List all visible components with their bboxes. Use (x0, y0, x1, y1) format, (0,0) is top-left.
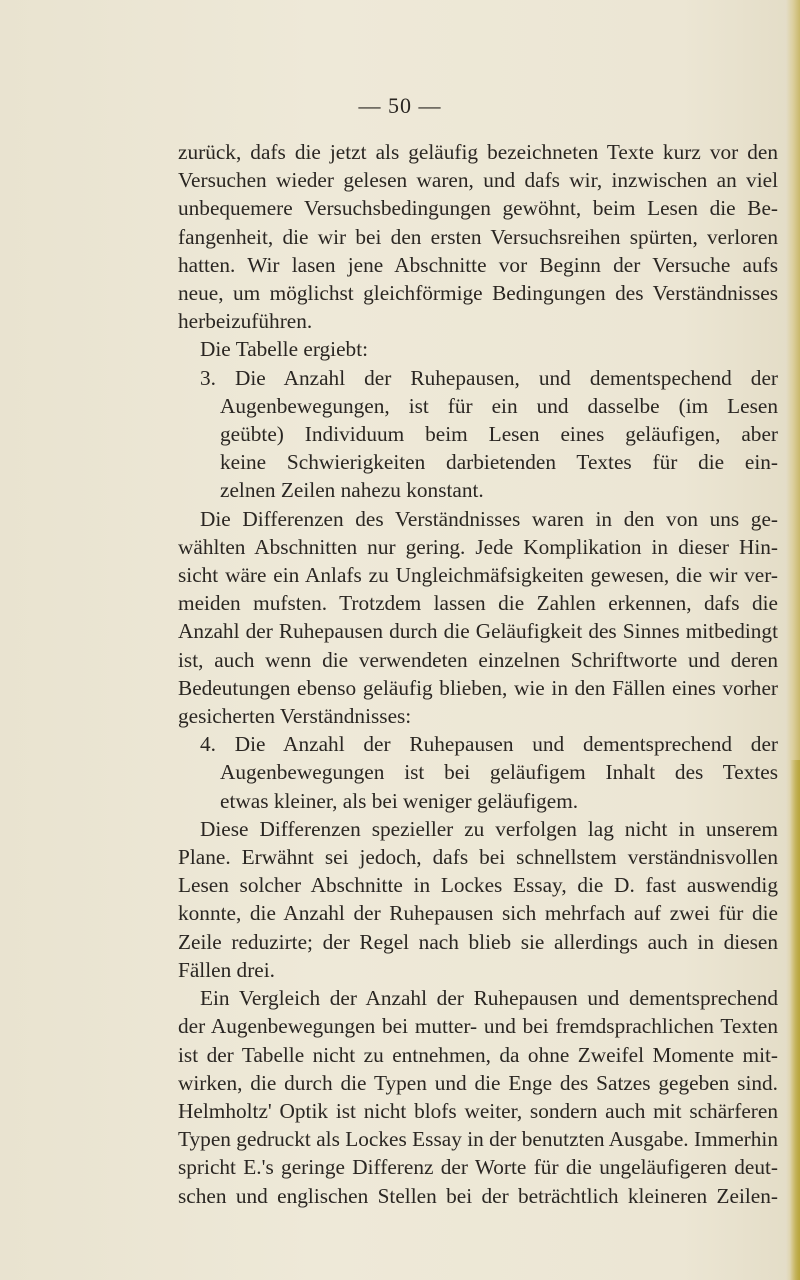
text-line: der Augenbewegungen bei mutter- und bei fremdsprachlichen Texten (178, 1014, 778, 1039)
text-line: Die Differenzen des Verständnisses waren in den von uns ge- (200, 506, 778, 531)
text-line: Die Tabelle ergiebt: (200, 337, 369, 362)
text-line: wirken, die durch die Typen und die Enge des Satzes gegeben sind. (178, 1070, 778, 1095)
text-line: Fällen drei. (178, 957, 275, 982)
text-line: meiden mufsten. Trotzdem lassen die Zahlen erkennen, dafs die (178, 591, 778, 616)
page-edge-discoloration (790, 760, 800, 1280)
text-line: Ein Vergleich der Anzahl der Ruhepausen und dementsprechend (200, 986, 778, 1011)
text-line: hatten. Wir lasen jene Abschnitte vor Beginn der Versuche aufs (178, 252, 778, 277)
body-text (178, 138, 778, 1210)
text-line: Anzahl der Ruhepausen durch die Geläufigkeit des Sinnes mitbedingt (178, 619, 778, 644)
page-number: — 50 — (358, 93, 442, 118)
text-line: fangenheit, die wir bei den ersten Versuchsreihen spürten, verloren (178, 224, 778, 249)
text-line: zelnen Zeilen nahezu konstant. (220, 478, 484, 503)
text-line: herbeizuführen. (178, 309, 313, 334)
text-line: Lesen solcher Abschnitte in Lockes Essay, die D. fast auswendig (178, 873, 778, 898)
text-line: ist, auch wenn die verwendeten einzelnen Schriftworte und deren (178, 647, 778, 672)
text-line: gesicherten Verständnisses: (178, 704, 412, 729)
text-line: 4. Die Anzahl der Ruhepausen und dementsprechend der (200, 732, 778, 757)
text-line: Bedeutungen ebenso geläufig blieben, wie in den Fällen eines vorher (178, 675, 778, 700)
text-line: ist der Tabelle nicht zu entnehmen, da ohne Zweifel Momente mit- (178, 1042, 778, 1067)
text-line: wählten Abschnitten nur gering. Jede Komplikation in dieser Hin- (178, 534, 778, 559)
text-line: Diese Differenzen spezieller zu verfolgen lag nicht in unserem (200, 816, 778, 841)
text-line: konnte, die Anzahl der Ruhepausen sich mehrfach auf zwei für die (178, 901, 778, 926)
text-line: Plane. Erwähnt sei jedoch, dafs bei schnellstem verständnisvollen (178, 845, 778, 870)
text-line: Augenbewegungen, ist für ein und dasselbe (im Lesen (220, 393, 778, 418)
text-line: etwas kleiner, als bei weniger geläufigem. (220, 788, 579, 813)
text-line: Helmholtz' Optik ist nicht blofs weiter, sondern auch mit schärferen (178, 1098, 778, 1123)
text-line: Zeile reduzirte; der Regel nach blieb sie allerdings auch in diesen (178, 929, 778, 954)
text-line: 3. Die Anzahl der Ruhepausen, und dementspechend der (200, 365, 778, 390)
text-line: geübte) Individuum beim Lesen eines geläufigen, aber (220, 422, 778, 447)
text-line: Versuchen wieder gelesen waren, und dafs wir, inzwischen an viel (178, 168, 778, 193)
text-line: unbequemere Versuchsbedingungen gewöhnt, beim Lesen die Be- (178, 196, 778, 221)
text-line: sicht wäre ein Anlafs zu Ungleichmäfsigkeiten gewesen, die wir ver- (178, 563, 778, 588)
text-line: Typen gedruckt als Lockes Essay in der benutzten Ausgabe. Immerhin (178, 1127, 778, 1152)
text-line: neue, um möglichst gleichförmige Bedingungen des Verständnisses (178, 281, 778, 306)
text-line: Augenbewegungen ist bei geläufigem Inhalt des Textes (220, 760, 778, 785)
text-line: keine Schwierigkeiten darbietenden Textes für die ein- (220, 450, 778, 475)
text-line: spricht E.'s geringe Differenz der Worte für die ungeläufigeren deut- (178, 1155, 778, 1180)
text-line: schen und englischen Stellen bei der beträchtlich kleineren Zeilen- (178, 1183, 778, 1208)
text-line: zurück, dafs die jetzt als geläufig bezeichneten Texte kurz vor den (178, 140, 778, 164)
